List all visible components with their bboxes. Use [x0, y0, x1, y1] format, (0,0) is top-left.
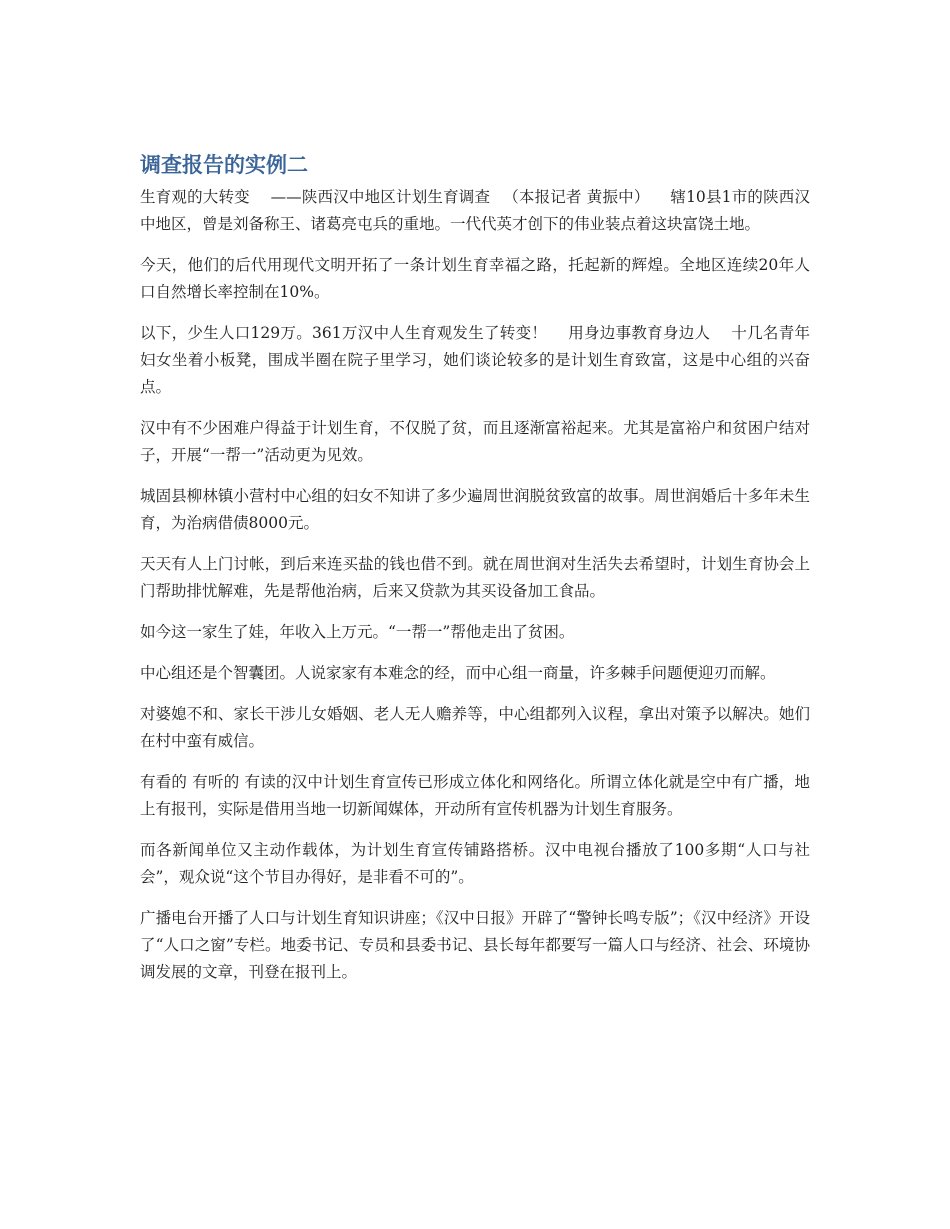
document-content — [140, 150, 810, 1000]
paragraph-8: 中心组还是个智囊团。人说家家有本难念的经，而中心组一商量，许多棘手问题便迎刃而解。 — [140, 664, 776, 682]
paragraph-7: 如今这一家生了娃，年收入上万元。“一帮一”帮他走出了贫困。 — [140, 623, 575, 641]
paragraph-9: 对婆媳不和、家长干涉儿女婚姻、老人无人赡养等，中心组都列入议程，拿出对策予以解决。她们在村中蛮有威信。 — [140, 705, 810, 750]
paragraph-10: 有看的 有听的 有读的汉中计划生育宣传已形成立体化和网络化。所谓立体化就是空中有广播，地上有报刊，实际是借用当地一切新闻媒体，开动所有宣传机器为计划生育服务。 — [140, 773, 810, 818]
paragraph-11: 而各新闻单位又主动作载体，为计划生育宣传铺路搭桥。汉中电视台播放了100多期“人口与社会”，观众说“这个节目办得好，是非看不可的”。 — [140, 841, 810, 886]
paragraph-2: 今天，他们的后代用现代文明开拓了一条计划生育幸福之路，托起新的辉煌。全地区连续20年人口自然增长率控制在10%。 — [140, 256, 810, 301]
paragraph-12: 广播电台开播了人口与计划生育知识讲座；《汉中日报》开辟了“警钟长鸣专版”；《汉中经济》开设了“人口之窗”专栏。地委书记、专员和县委书记、县长每年都要写一篇人口与经济、社会、环境协调发展的文章，刊登在报刊上。 — [140, 909, 810, 981]
paragraph-3: 以下，少生人口129万。361万汉中人生育观发生了转变！ 用身边事教育身边人 十几名青年妇女坐着小板凳，围成半圈在院子里学习，她们谈论较多的是计划生育致富，这是中心组的兴奋点。 — [140, 324, 810, 396]
paragraph-1: 生育观的大转变 ——陕西汉中地区计划生育调查 （本报记者 黄振中） 辖10县1市的陕西汉中地区，曾是刘备称王、诸葛亮屯兵的重地。一代代英才创下的伟业装点着这块富饶土地。 — [140, 188, 810, 233]
paragraph-5: 城固县柳林镇小营村中心组的妇女不知讲了多少遍周世润脱贫致富的故事。周世润婚后十多年未生育，为治病借债8000元。 — [140, 487, 810, 532]
document-title: 调查报告的实例二 — [140, 153, 308, 177]
paragraph-4: 汉中有不少困难户得益于计划生育，不仅脱了贫，而且逐渐富裕起来。尤其是富裕户和贫困户结对子，开展“一帮一”活动更为见效。 — [140, 419, 810, 464]
paragraph-6: 天天有人上门讨帐，到后来连买盐的钱也借不到。就在周世润对生活失去希望时，计划生育协会上门帮助排忧解难，先是帮他治病，后来又贷款为其买设备加工食品。 — [140, 555, 810, 600]
